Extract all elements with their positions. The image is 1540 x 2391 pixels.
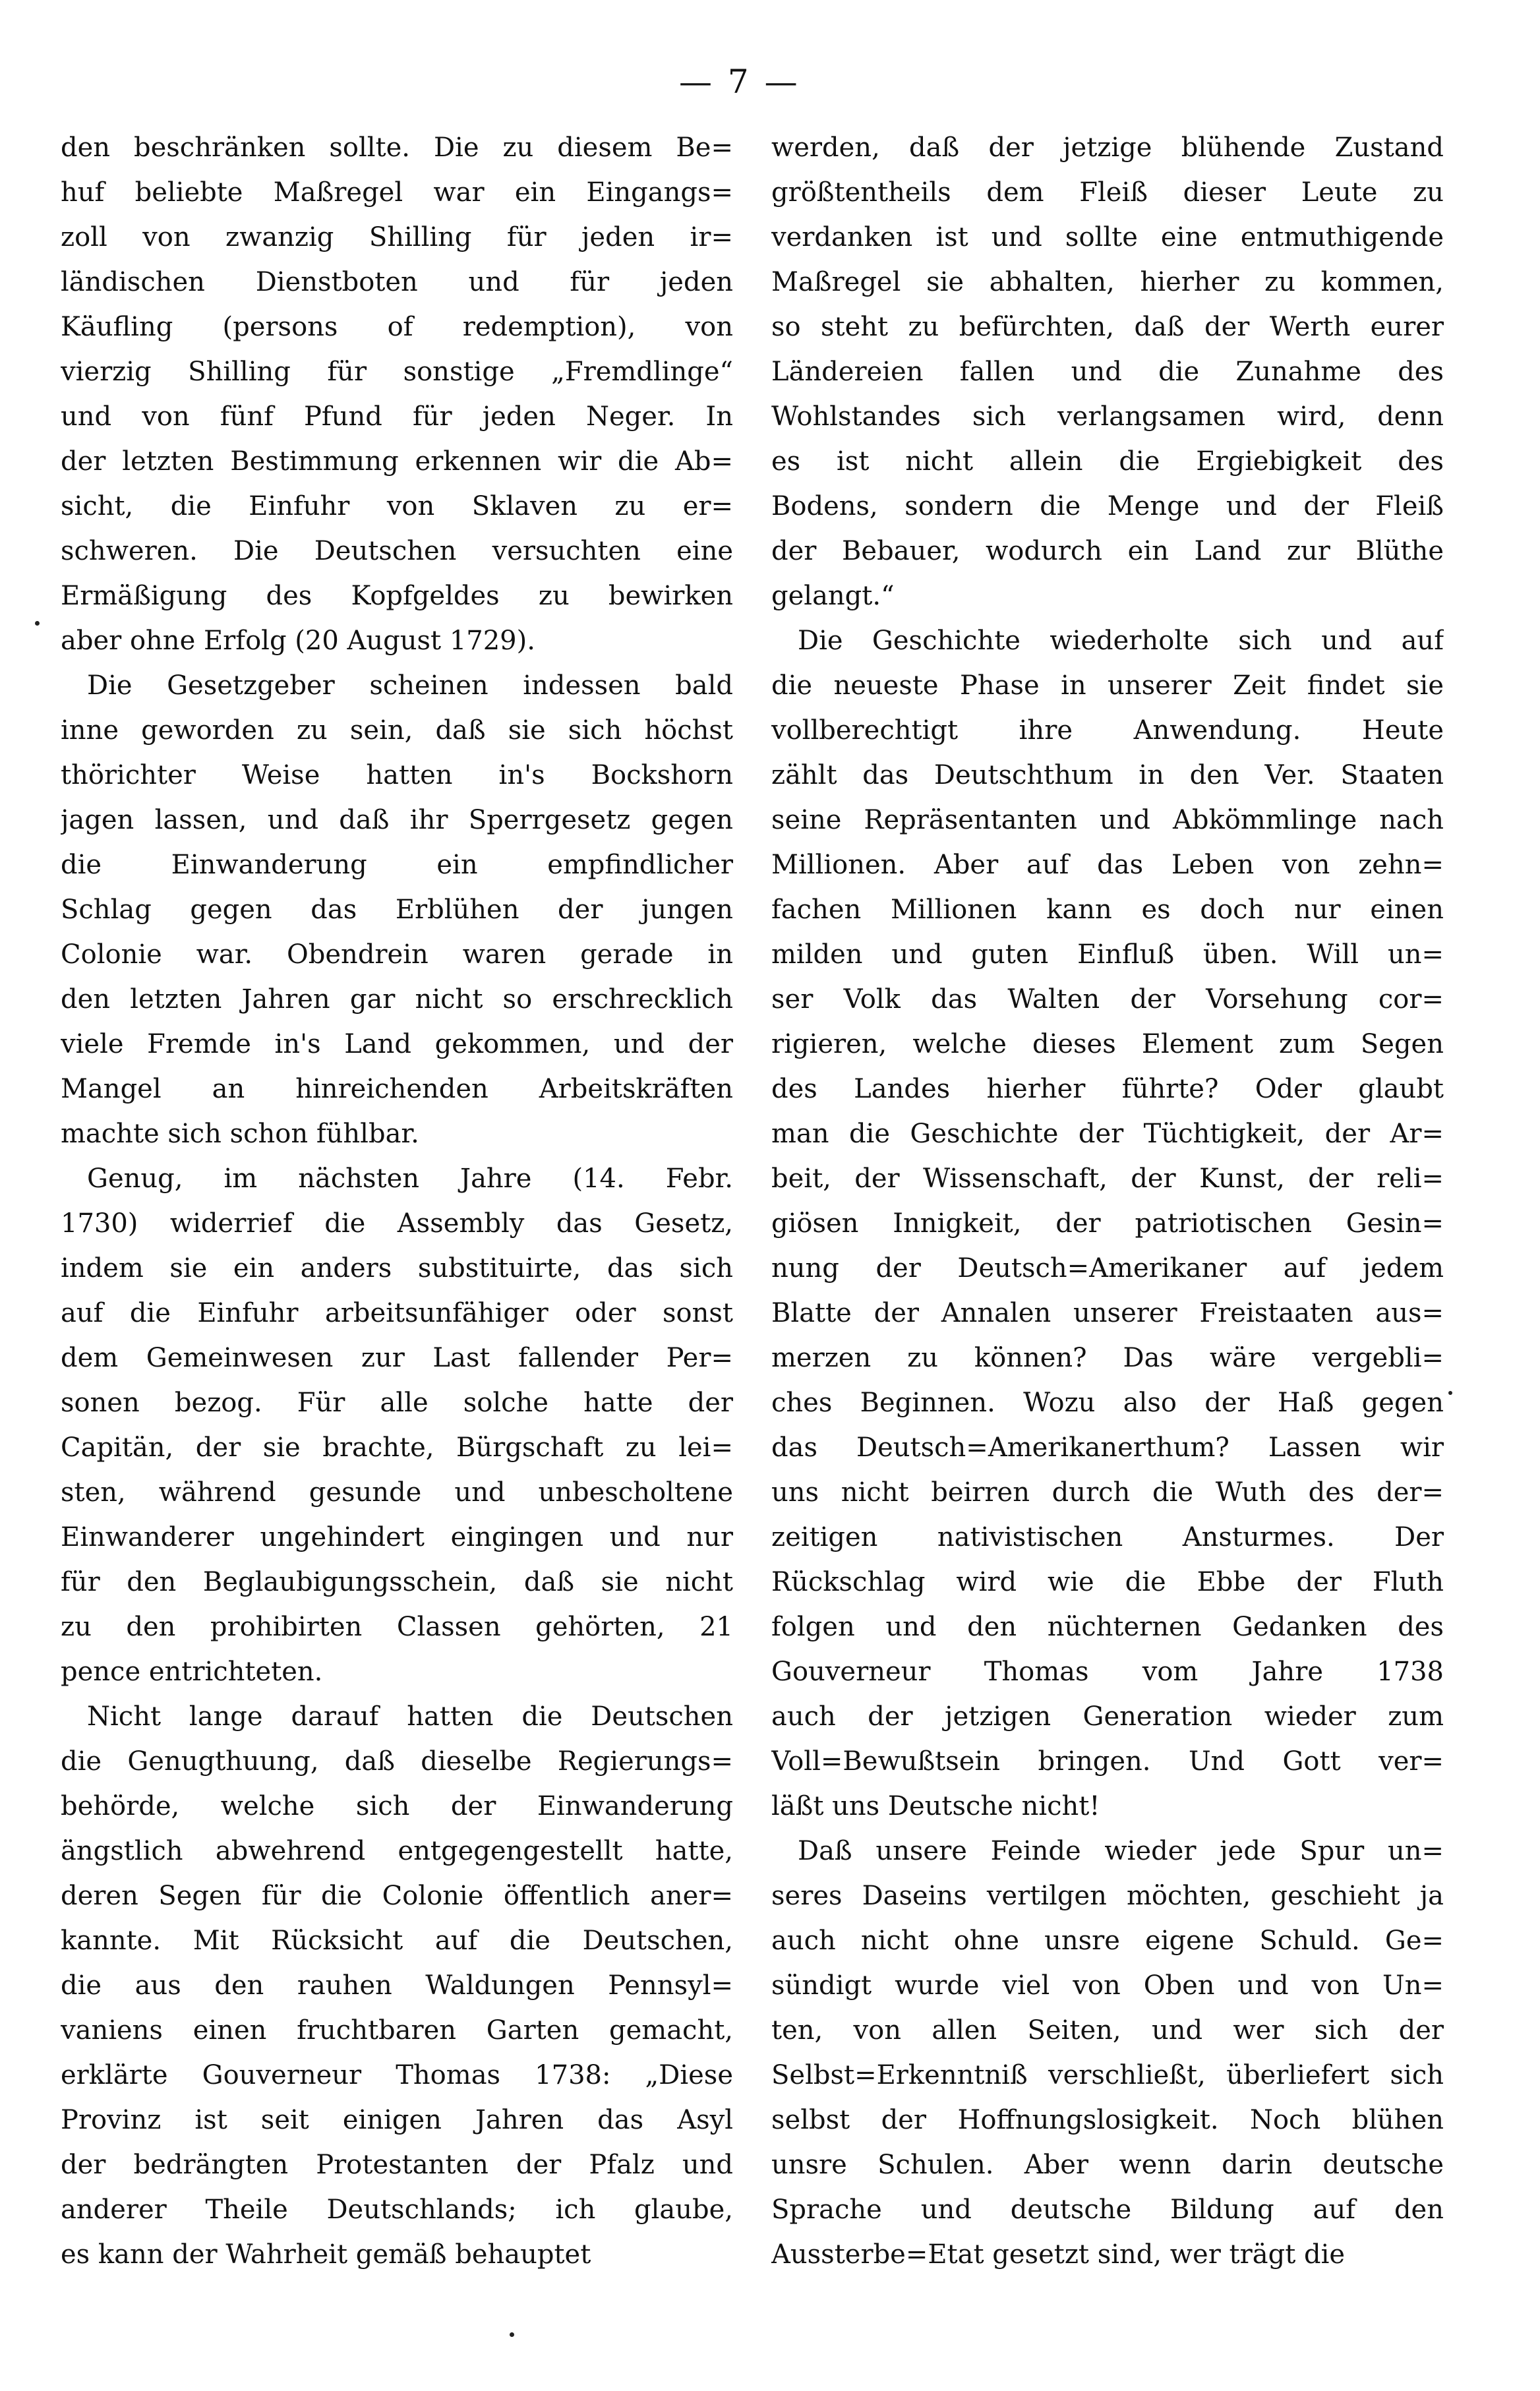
text-line: der letzten Bestimmung erkennen wir die Ab= bbox=[61, 446, 733, 477]
right-column bbox=[771, 125, 1444, 2277]
text-line: Bodens, sondern die Menge und der Fleiß bbox=[771, 491, 1444, 521]
text-line: thörichter Weise hatten in's Bockshorn bbox=[61, 760, 733, 790]
text-line: ches Beginnen. Wozu also der Haß gegen bbox=[771, 1388, 1444, 1418]
text-line: sündigt wurde viel von Oben und von Un= bbox=[771, 1970, 1444, 2001]
text-line: man die Geschichte der Tüchtigkeit, der Ar= bbox=[771, 1119, 1444, 1149]
text-line: jagen lassen, und daß ihr Sperrgesetz gegen bbox=[61, 805, 733, 835]
text-line: Die Geschichte wiederholte sich und auf bbox=[798, 626, 1444, 656]
text-line: es kann der Wahrheit gemäß behauptet bbox=[61, 2239, 591, 2270]
text-line: selbst der Hoffnungslosigkeit. Noch blühen bbox=[771, 2105, 1444, 2135]
text-line: größtentheils dem Fleiß dieser Leute zu bbox=[771, 177, 1444, 208]
text-line: Aussterbe=Etat gesetzt sind, wer trägt die bbox=[771, 2239, 1346, 2270]
text-line: auch der jetzigen Generation wieder zum bbox=[771, 1701, 1444, 1732]
text-line: milden und guten Einfluß üben. Will un= bbox=[771, 939, 1444, 970]
text-line: sonen bezog. Für alle solche hatte der bbox=[61, 1388, 733, 1418]
text-line: Sprache und deutsche Bildung auf den bbox=[771, 2195, 1444, 2225]
text-line: deren Segen für die Colonie öffentlich aner= bbox=[61, 1881, 733, 1911]
text-line: aber ohne Erfolg (20 August 1729). bbox=[61, 626, 535, 656]
text-line: Genug, im nächsten Jahre (14. Febr. bbox=[87, 1164, 733, 1194]
text-line: ängstlich abwehrend entgegengestellt hatte, bbox=[61, 1836, 733, 1866]
text-line: inne geworden zu sein, daß sie sich höchst bbox=[61, 715, 733, 746]
text-line: die neueste Phase in unserer Zeit findet sie bbox=[771, 670, 1444, 701]
print-speck bbox=[510, 2332, 514, 2337]
text-line: folgen und den nüchternen Gedanken des bbox=[771, 1612, 1444, 1642]
text-line: den beschränken sollte. Die zu diesem Be= bbox=[61, 133, 733, 163]
text-line: rigieren, welche dieses Element zum Segen bbox=[771, 1029, 1444, 1059]
text-line: seres Daseins vertilgen möchten, geschieht ja bbox=[771, 1881, 1444, 1911]
text-line: Voll=Bewußtsein bringen. Und Gott ver= bbox=[771, 1746, 1444, 1777]
text-line: anderer Theile Deutschlands; ich glaube, bbox=[61, 2195, 733, 2225]
text-line: ländischen Dienstboten und für jeden bbox=[61, 267, 733, 297]
text-line: Capitän, der sie brachte, Bürgschaft zu lei= bbox=[61, 1432, 733, 1463]
text-line: die aus den rauhen Waldungen Pennsyl= bbox=[61, 1970, 733, 2001]
text-line: vaniens einen fruchtbaren Garten gemacht, bbox=[61, 2015, 733, 2046]
text-line: der Bebauer, wodurch ein Land zur Blüthe bbox=[771, 536, 1444, 566]
text-line: dem Gemeinwesen zur Last fallender Per= bbox=[61, 1343, 733, 1373]
text-line: Ermäßigung des Kopfgeldes zu bewirken bbox=[61, 581, 733, 611]
text-line: Rückschlag wird wie die Ebbe der Fluth bbox=[771, 1567, 1444, 1597]
text-line: Maßregel sie abhalten, hierher zu kommen, bbox=[771, 267, 1444, 297]
text-line: ten, von allen Seiten, und wer sich der bbox=[771, 2015, 1444, 2046]
left-column bbox=[61, 125, 733, 2277]
text-line: zeitigen nativistischen Ansturmes. Der bbox=[771, 1522, 1444, 1552]
text-line: huf beliebte Maßregel war ein Eingangs= bbox=[61, 177, 733, 208]
text-line: behörde, welche sich der Einwanderung bbox=[61, 1791, 733, 1821]
text-line: werden, daß der jetzige blühende Zustand bbox=[771, 133, 1444, 163]
text-line: auch nicht ohne unsre eigene Schuld. Ge= bbox=[771, 1926, 1444, 1956]
text-line: Blatte der Annalen unserer Freistaaten aus= bbox=[771, 1298, 1444, 1328]
text-line: unsre Schulen. Aber wenn darin deutsche bbox=[771, 2150, 1444, 2180]
text-line: merzen zu können? Das wäre vergebli= bbox=[771, 1343, 1444, 1373]
text-line: machte sich schon fühlbar. bbox=[61, 1119, 419, 1149]
text-line: Wohlstandes sich verlangsamen wird, denn bbox=[771, 401, 1444, 432]
page-number: — 7 — bbox=[679, 63, 800, 101]
text-line: seine Repräsentanten und Abkömmlinge nach bbox=[771, 805, 1444, 835]
text-line: schweren. Die Deutschen versuchten eine bbox=[61, 536, 733, 566]
print-speck bbox=[1448, 1391, 1452, 1395]
text-line: verdanken ist und sollte eine entmuthigende bbox=[771, 222, 1444, 252]
text-line: erklärte Gouverneur Thomas 1738: „Diese bbox=[61, 2060, 733, 2090]
text-line: Einwanderer ungehindert eingingen und nur bbox=[61, 1522, 733, 1552]
text-line: zählt das Deutschthum in den Ver. Staaten bbox=[771, 760, 1444, 790]
text-line: zu den prohibirten Classen gehörten, 21 bbox=[61, 1612, 733, 1642]
text-line: Gouverneur Thomas vom Jahre 1738 bbox=[771, 1657, 1444, 1687]
text-line: 1730) widerrief die Assembly das Gesetz, bbox=[61, 1208, 733, 1239]
print-speck bbox=[35, 621, 40, 626]
text-line: ser Volk das Walten der Vorsehung cor= bbox=[771, 984, 1444, 1015]
text-line: fachen Millionen kann es doch nur einen bbox=[771, 895, 1444, 925]
text-line: gelangt.“ bbox=[771, 581, 895, 611]
text-line: giösen Innigkeit, der patriotischen Gesin= bbox=[771, 1208, 1444, 1239]
text-line: pence entrichteten. bbox=[61, 1657, 323, 1687]
text-line: Colonie war. Obendrein waren gerade in bbox=[61, 939, 733, 970]
text-line: Provinz ist seit einigen Jahren das Asyl bbox=[61, 2105, 733, 2135]
text-line: Die Gesetzgeber scheinen indessen bald bbox=[87, 670, 733, 701]
text-line: Millionen. Aber auf das Leben von zehn= bbox=[771, 850, 1444, 880]
text-line: auf die Einfuhr arbeitsunfähiger oder sonst bbox=[61, 1298, 733, 1328]
text-line: Nicht lange darauf hatten die Deutschen bbox=[87, 1701, 733, 1732]
text-line: es ist nicht allein die Ergiebigkeit des bbox=[771, 446, 1444, 477]
text-line: Ländereien fallen und die Zunahme des bbox=[771, 357, 1444, 387]
text-line: für den Beglaubigungsschein, daß sie nicht bbox=[61, 1567, 733, 1597]
text-line: kannte. Mit Rücksicht auf die Deutschen, bbox=[61, 1926, 733, 1956]
text-line: so steht zu befürchten, daß der Werth eurer bbox=[771, 312, 1444, 342]
text-line: des Landes hierher führte? Oder glaubt bbox=[771, 1074, 1444, 1104]
text-line: Daß unsere Feinde wieder jede Spur un= bbox=[798, 1836, 1444, 1866]
text-line: viele Fremde in's Land gekommen, und der bbox=[61, 1029, 733, 1059]
text-line: und von fünf Pfund für jeden Neger. In bbox=[61, 401, 733, 432]
text-line: beit, der Wissenschaft, der Kunst, der reli= bbox=[771, 1164, 1444, 1194]
text-line: zoll von zwanzig Shilling für jeden ir= bbox=[61, 222, 733, 252]
text-line: der bedrängten Protestanten der Pfalz und bbox=[61, 2150, 733, 2180]
text-line: vollberechtigt ihre Anwendung. Heute bbox=[771, 715, 1444, 746]
text-line: den letzten Jahren gar nicht so erschrecklich bbox=[61, 984, 733, 1015]
text-line: uns nicht beirren durch die Wuth des der= bbox=[771, 1477, 1444, 1508]
text-line: die Genugthuung, daß dieselbe Regierungs= bbox=[61, 1746, 733, 1777]
text-line: die Einwanderung ein empfindlicher bbox=[61, 850, 733, 880]
text-line: Mangel an hinreichenden Arbeitskräften bbox=[61, 1074, 733, 1104]
text-line: vierzig Shilling für sonstige „Fremdlinge“ bbox=[61, 357, 733, 387]
text-line: das Deutsch=Amerikanerthum? Lassen wir bbox=[771, 1432, 1444, 1463]
text-line: Schlag gegen das Erblühen der jungen bbox=[61, 895, 733, 925]
text-line: nung der Deutsch=Amerikaner auf jedem bbox=[771, 1253, 1444, 1284]
text-line: sten, während gesunde und unbescholtene bbox=[61, 1477, 733, 1508]
text-line: indem sie ein anders substituirte, das sich bbox=[61, 1253, 733, 1284]
text-line: Käufling (persons of redemption), von bbox=[61, 312, 733, 342]
text-line: sicht, die Einfuhr von Sklaven zu er= bbox=[61, 491, 733, 521]
text-line: läßt uns Deutsche nicht! bbox=[771, 1791, 1100, 1821]
text-line: Selbst=Erkenntniß verschließt, überliefert sich bbox=[771, 2060, 1444, 2090]
